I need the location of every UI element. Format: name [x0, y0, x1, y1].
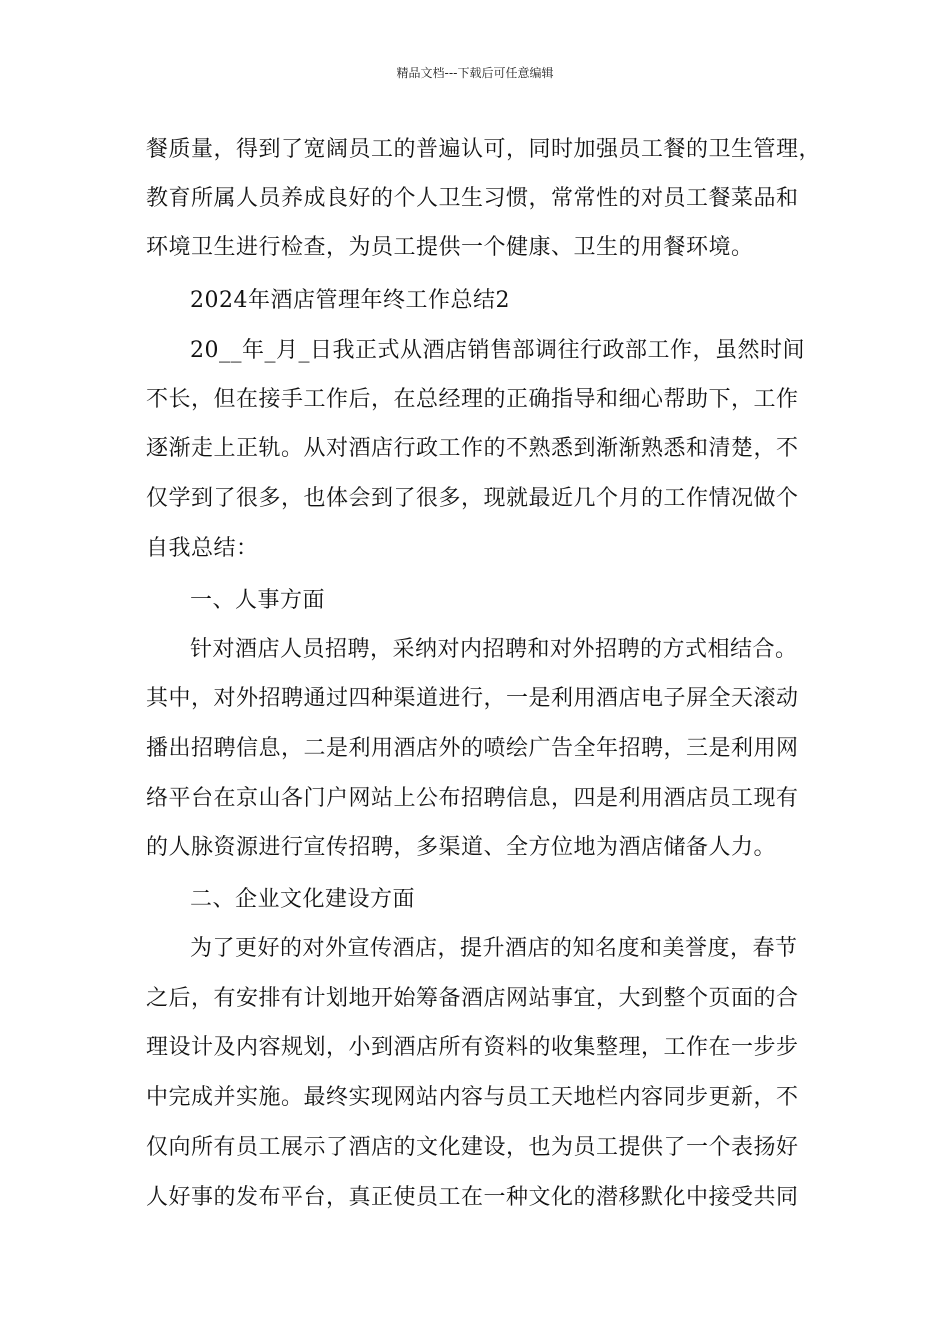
body-line: 教育所属人员养成良好的个人卫生习惯，常常性的对员工餐菜品和 — [146, 186, 799, 211]
body-line: 餐质量，得到了宽阔员工的普遍认可，同时加强员工餐的卫生管理， — [146, 137, 822, 162]
page-header: 精品文档---下载后可任意编辑 — [396, 66, 554, 80]
body-line: 理设计及内容规划，小到酒店所有资料的收集整理，工作在一步步 — [146, 1035, 799, 1060]
body-line: 之后，有安排有计划地开始筹备酒店网站事宜，大到整个页面的合 — [146, 986, 799, 1011]
body-line: 20__年_月_日我正式从酒店销售部调往行政部工作，虽然时间 — [190, 338, 805, 363]
body-line: 环境卫生进行检查，为员工提供一个健康、卫生的用餐环境。 — [146, 235, 754, 260]
body-line: 仅向所有员工展示了酒店的文化建设，也为员工提供了一个表扬好 — [146, 1135, 799, 1160]
body-line: 为了更好的对外宣传酒店，提升酒店的知名度和美誉度，春节 — [190, 936, 798, 961]
section-title: 2024年酒店管理年终工作总结2 — [190, 288, 510, 313]
body-line: 逐渐走上正轨。从对酒店行政工作的不熟悉到渐渐熟悉和清楚，不 — [146, 436, 799, 461]
body-line: 针对酒店人员招聘，采纳对内招聘和对外招聘的方式相结合。 — [190, 637, 798, 662]
body-line: 络平台在京山各门户网站上公布招聘信息，四是利用酒店员工现有 — [146, 786, 799, 811]
body-line: 的人脉资源进行宣传招聘，多渠道、全方位地为酒店储备人力。 — [146, 835, 777, 860]
subheading: 一、人事方面 — [190, 588, 326, 613]
body-line: 仅学到了很多，也体会到了很多，现就最近几个月的工作情况做个 — [146, 486, 799, 511]
body-line: 其中，对外招聘通过四种渠道进行，一是利用酒店电子屏全天滚动 — [146, 686, 799, 711]
body-line: 人好事的发布平台，真正使员工在一种文化的潜移默化中接受共同 — [146, 1185, 799, 1210]
body-line: 播出招聘信息，二是利用酒店外的喷绘广告全年招聘，三是利用网 — [146, 736, 799, 761]
subheading: 二、企业文化建设方面 — [190, 887, 416, 912]
body-line: 自我总结： — [146, 536, 259, 561]
body-line: 中完成并实施。最终实现网站内容与员工天地栏内容同步更新，不 — [146, 1085, 799, 1110]
body-line: 不长，但在接手工作后，在总经理的正确指导和细心帮助下，工作 — [146, 387, 799, 412]
